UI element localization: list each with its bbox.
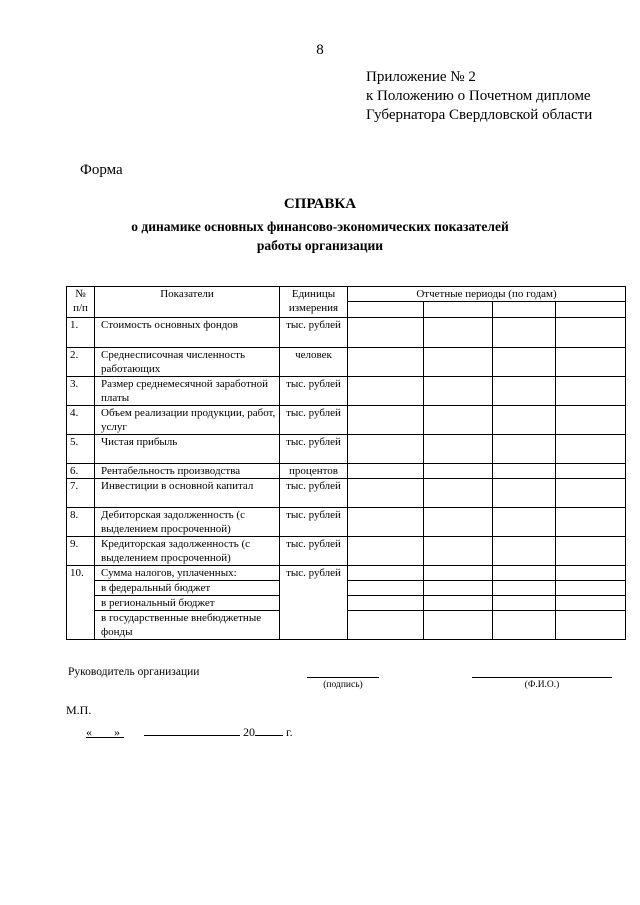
row-number: 2. — [67, 348, 95, 377]
row-indicator: Объем реализации продукции, работ, услуг — [95, 406, 280, 435]
row-indicator: Рентабельность производства — [95, 464, 280, 479]
row-number: 10. — [67, 566, 95, 640]
appendix-note — [366, 68, 592, 125]
row-unit: тыс. рублей — [280, 479, 348, 508]
row-number: 9. — [67, 537, 95, 566]
value-cell — [348, 479, 424, 508]
row-unit: процентов — [280, 464, 348, 479]
value-cell — [556, 596, 626, 611]
signature-label: Руководитель организации — [68, 666, 200, 678]
row-unit: тыс. рублей — [280, 566, 348, 640]
value-cell — [424, 348, 493, 377]
value-cell — [556, 611, 626, 640]
open-quote: « — [86, 725, 92, 739]
value-cell — [556, 435, 626, 464]
value-cell — [348, 464, 424, 479]
value-cell — [424, 435, 493, 464]
value-cell — [348, 537, 424, 566]
row-unit: тыс. рублей — [280, 508, 348, 537]
value-cell — [493, 596, 556, 611]
value-cell — [424, 508, 493, 537]
period-cell — [348, 302, 424, 318]
year-suffix: г. — [286, 725, 293, 739]
value-cell — [556, 318, 626, 348]
name-caption: (Ф.И.О.) — [524, 680, 560, 690]
table-row — [67, 464, 626, 479]
page-number: 8 — [316, 42, 324, 58]
seal-label: М.П. — [66, 703, 92, 717]
row-indicator: Чистая прибыль — [95, 435, 280, 464]
value-cell — [424, 377, 493, 406]
year-prefix: 20 — [243, 725, 255, 739]
appendix-line: к Положению о Почетном дипломе — [366, 88, 591, 104]
year-field[interactable] — [255, 723, 283, 736]
value-cell — [493, 479, 556, 508]
value-cell — [556, 566, 626, 581]
name-line[interactable] — [472, 677, 612, 678]
value-cell — [348, 435, 424, 464]
value-cell — [556, 377, 626, 406]
row-indicator: Стоимость основных фондов — [95, 318, 280, 348]
value-cell — [493, 464, 556, 479]
value-cell — [493, 406, 556, 435]
value-cell — [556, 348, 626, 377]
value-cell — [424, 537, 493, 566]
table-row — [67, 537, 626, 566]
value-cell — [348, 318, 424, 348]
row-indicator: Кредиторская задолженность (с выделением просроченной) — [95, 537, 280, 566]
table-row — [67, 318, 626, 348]
month-field[interactable] — [144, 723, 240, 736]
appendix-line: Губернатора Свердловской области — [366, 107, 593, 123]
value-cell — [424, 611, 493, 640]
table-row — [67, 435, 626, 464]
subrow-indicator: в федеральный бюджет — [95, 581, 280, 596]
value-cell — [348, 611, 424, 640]
value-cell — [424, 479, 493, 508]
signature-line[interactable] — [307, 677, 379, 678]
value-cell — [348, 508, 424, 537]
header-indicator: Показатели — [95, 287, 280, 318]
day-field[interactable] — [86, 725, 124, 738]
value-cell — [348, 377, 424, 406]
header-num: № п/п — [67, 287, 95, 318]
row-unit: тыс. рублей — [280, 406, 348, 435]
signature-caption: (подпись) — [323, 680, 363, 690]
value-cell — [493, 581, 556, 596]
period-cell — [556, 302, 626, 318]
date-line — [86, 723, 293, 740]
value-cell — [493, 508, 556, 537]
value-cell — [348, 348, 424, 377]
row-indicator: Сумма налогов, уплаченных: — [95, 566, 280, 581]
header-unit: Единицы измерения — [280, 287, 348, 318]
document-title: СПРАВКА — [283, 196, 357, 212]
subtitle-line: работы организации — [256, 238, 384, 253]
row-unit: тыс. рублей — [280, 318, 348, 348]
header-periods: Отчетные периоды (по годам) — [348, 287, 626, 302]
value-cell — [556, 479, 626, 508]
table-row — [67, 566, 626, 581]
table-row — [67, 508, 626, 537]
row-number: 8. — [67, 508, 95, 537]
value-cell — [493, 611, 556, 640]
row-number: 6. — [67, 464, 95, 479]
value-cell — [556, 537, 626, 566]
row-indicator: Размер среднемесячной заработной платы — [95, 377, 280, 406]
value-cell — [424, 581, 493, 596]
document-subtitle — [0, 217, 640, 255]
table-row — [67, 406, 626, 435]
row-unit: тыс. рублей — [280, 435, 348, 464]
value-cell — [556, 581, 626, 596]
row-indicator: Среднесписочная численность работающих — [95, 348, 280, 377]
subtitle-line: о динамике основных финансово-экономических показателей — [131, 219, 509, 234]
row-unit: тыс. рублей — [280, 377, 348, 406]
form-label: Форма — [80, 162, 123, 178]
value-cell — [424, 318, 493, 348]
value-cell — [424, 464, 493, 479]
value-cell — [348, 581, 424, 596]
value-cell — [493, 566, 556, 581]
row-unit: человек — [280, 348, 348, 377]
value-cell — [493, 318, 556, 348]
row-number: 3. — [67, 377, 95, 406]
indicators-table — [66, 286, 626, 640]
subrow-indicator: в региональный бюджет — [95, 596, 280, 611]
value-cell — [348, 406, 424, 435]
value-cell — [424, 406, 493, 435]
row-indicator: Дебиторская задолженность (с выделением просроченной) — [95, 508, 280, 537]
appendix-line: Приложение № 2 — [366, 69, 476, 85]
value-cell — [348, 566, 424, 581]
row-number: 7. — [67, 479, 95, 508]
value-cell — [493, 435, 556, 464]
value-cell — [424, 566, 493, 581]
subrow-indicator: в государственные внебюджетные фонды — [95, 611, 280, 640]
value-cell — [493, 377, 556, 406]
value-cell — [424, 596, 493, 611]
value-cell — [556, 464, 626, 479]
value-cell — [556, 508, 626, 537]
period-cell — [424, 302, 493, 318]
row-number: 1. — [67, 318, 95, 348]
value-cell — [493, 348, 556, 377]
close-quote: » — [114, 725, 120, 739]
table-row — [67, 479, 626, 508]
table-row — [67, 377, 626, 406]
value-cell — [556, 406, 626, 435]
row-unit: тыс. рублей — [280, 537, 348, 566]
row-indicator: Инвестиции в основной капитал — [95, 479, 280, 508]
value-cell — [348, 596, 424, 611]
row-number: 4. — [67, 406, 95, 435]
table-row — [67, 348, 626, 377]
period-cell — [493, 302, 556, 318]
row-number: 5. — [67, 435, 95, 464]
value-cell — [493, 537, 556, 566]
